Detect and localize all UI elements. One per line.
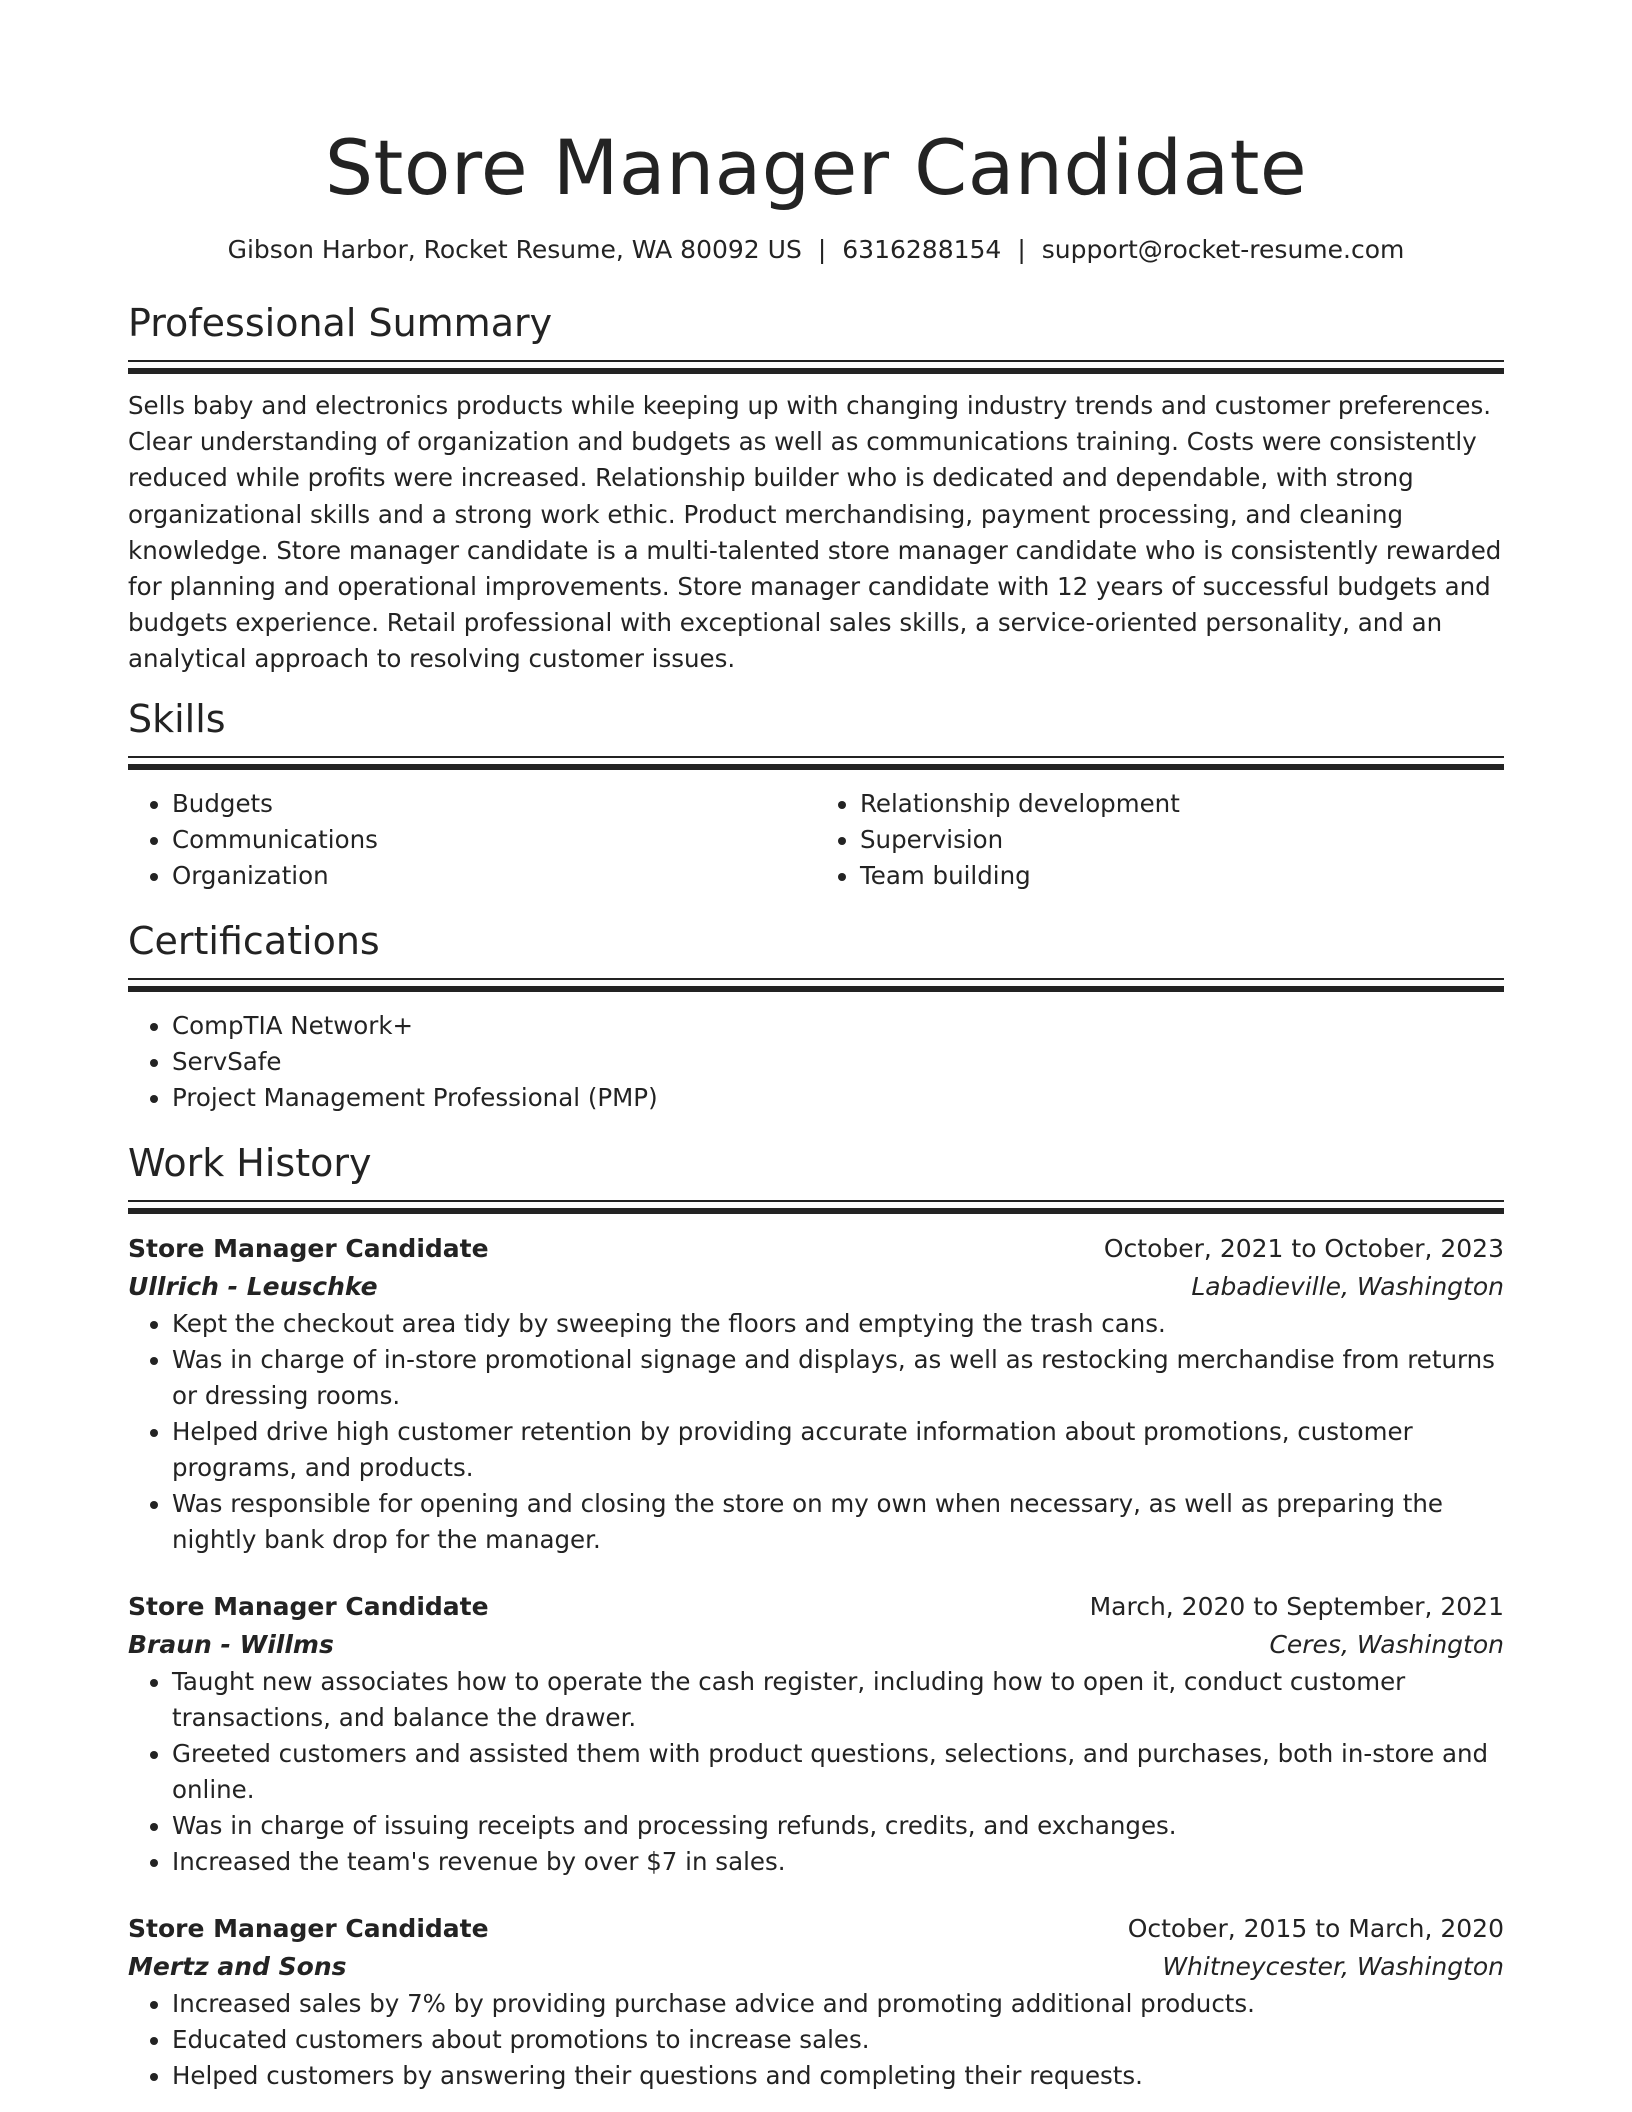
summary-text: Sells baby and electronics products while keeping up with changing industry trends and customer preferences. Clear understanding of organization and budgets as well as communications training. Costs were consistently reduced while profits were increased. Relationship builder who is dedicated and dependable, with strong organizational skills and a strong work ethic. Product merchandising, payment processing, and cleaning knowledge. Store manager candidate is a multi-talented store manager candidate who is consistently rewarded for planning and operational improvements. Store manager candidate with 12 years of successful budgets and budgets experience. Retail professional with exceptional sales skills, a service-oriented personality, and an analytical approach to resolving customer issues.: [128, 391, 1502, 674]
skill-item: • Supervision: [860, 822, 1504, 858]
skill-item: • Relationship development: [860, 786, 1504, 822]
contact-line: [128, 234, 1504, 266]
certification-item: • CompTIA Network+: [172, 1008, 1504, 1044]
job-company: Ullrich - Leuschke: [128, 1271, 378, 1301]
job-title: Store Manager Candidate: [128, 1591, 489, 1621]
contact-email: support@rocket-resume.com: [1041, 235, 1405, 264]
contact-phone: 6316288154: [842, 235, 1002, 264]
job-title: Store Manager Candidate: [128, 1913, 489, 1943]
job-dates: October, 2021 to October, 2023: [1103, 1233, 1504, 1263]
job-bullet: • Was in charge of in-store promotional signage and displays, as well as restocking merchandise from returns or dressing rooms.: [172, 1342, 1504, 1414]
job-company: Mertz and Sons: [128, 1951, 347, 1981]
job-bullet: • Increased sales by 7% by providing purchase advice and promoting additional products.: [172, 1986, 1504, 2022]
job-title: Store Manager Candidate: [128, 1233, 489, 1263]
job-subheader: [128, 1268, 1504, 1306]
job-header: [128, 1910, 1504, 1948]
job-bullet: • Was in charge of issuing receipts and processing refunds, credits, and exchanges.: [172, 1808, 1504, 1844]
job-bullet: • Kept the checkout area tidy by sweeping the floors and emptying the trash cans.: [172, 1306, 1504, 1342]
skills-heading: Skills: [128, 696, 226, 741]
job-bullet: • Greeted customers and assisted them with product questions, selections, and purchases, both in-store and online.: [172, 1736, 1504, 1808]
job-bullets: [128, 1986, 1504, 2094]
certifications-list: [128, 1008, 1504, 1116]
job-subheader: [128, 1626, 1504, 1664]
section-divider: [128, 756, 1504, 770]
skill-item: • Organization: [172, 858, 816, 894]
work-history-section: [128, 1140, 1504, 2094]
job-header: [128, 1588, 1504, 1626]
section-divider: [128, 978, 1504, 992]
job-bullet: • Was responsible for opening and closing the store on my own when necessary, as well as preparing the nightly bank drop for the manager.: [172, 1486, 1504, 1558]
certifications-section: [128, 918, 1504, 1116]
job-bullet: • Educated customers about promotions to increase sales.: [172, 2022, 1504, 2058]
skill-item: • Team building: [860, 858, 1504, 894]
certification-item: • ServSafe: [172, 1044, 1504, 1080]
section-divider: [128, 1200, 1504, 1214]
job-location: Ceres, Washington: [1269, 1629, 1504, 1659]
candidate-name: Store Manager Candidate: [324, 123, 1308, 212]
skills-section: [128, 696, 1504, 894]
skills-grid: [128, 786, 1504, 894]
job-company: Braun - Willms: [128, 1629, 334, 1659]
contact-separator: |: [817, 235, 827, 264]
job-bullet: • Helped customers by answering their questions and completing their requests.: [172, 2058, 1504, 2094]
job-entry: [128, 1230, 1504, 1558]
job-header: [128, 1230, 1504, 1268]
job-dates: March, 2020 to September, 2021: [1089, 1591, 1504, 1621]
job-dates: October, 2015 to March, 2020: [1127, 1913, 1504, 1943]
work-history-heading: Work History: [128, 1140, 372, 1185]
contact-separator: |: [1017, 235, 1026, 264]
summary-heading: Professional Summary: [128, 301, 553, 345]
job-bullet: • Increased the team's revenue by over $7 in sales.: [172, 1844, 1504, 1880]
summary-section: [128, 300, 1504, 678]
certifications-heading: Certifications: [128, 918, 380, 963]
job-bullets: [128, 1664, 1504, 1880]
job-location: Whitneycester, Washington: [1162, 1951, 1504, 1981]
section-divider: [128, 360, 1504, 374]
job-bullets: [128, 1306, 1504, 1558]
job-bullet: • Helped drive high customer retention by providing accurate information about promotions, customer programs, and products.: [172, 1414, 1504, 1486]
skills-column-left: [128, 786, 816, 894]
job-entry: [128, 1588, 1504, 1880]
job-bullet: • Taught new associates how to operate the cash register, including how to open it, conduct customer transactions, and balance the drawer.: [172, 1664, 1504, 1736]
skills-column-right: [816, 786, 1504, 894]
job-subheader: [128, 1948, 1504, 1986]
skill-item: • Budgets: [172, 786, 816, 822]
contact-address: Gibson Harbor, Rocket Resume, WA 80092 US: [227, 235, 802, 264]
skill-item: • Communications: [172, 822, 816, 858]
job-entry: [128, 1910, 1504, 2094]
job-location: Labadieville, Washington: [1191, 1271, 1504, 1301]
certification-item: • Project Management Professional (PMP): [172, 1080, 1504, 1116]
